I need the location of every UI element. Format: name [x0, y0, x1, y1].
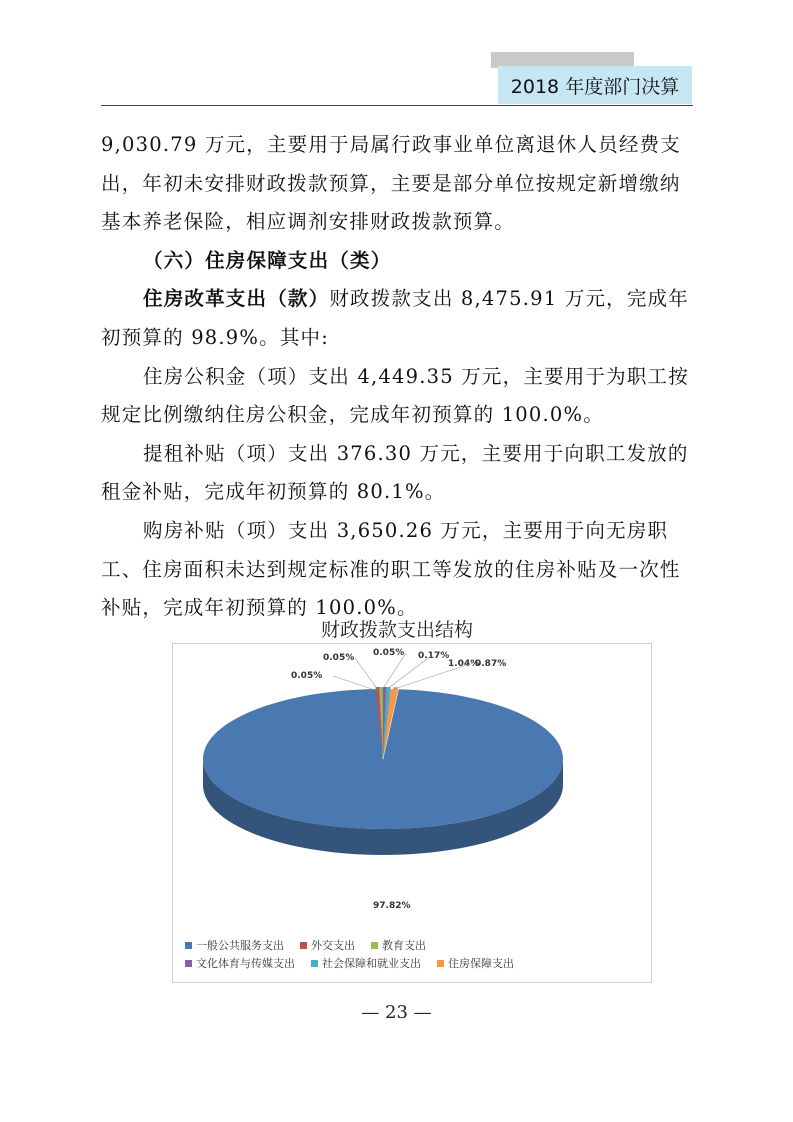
legend-item — [185, 937, 284, 953]
pie-data-label: 0.87% — [475, 659, 507, 669]
legend-row — [185, 936, 645, 954]
header-divider — [101, 105, 693, 106]
legend-item — [185, 955, 295, 971]
legend-item — [437, 955, 514, 971]
pie-leader-line — [391, 663, 473, 690]
legend-label: 外交支出 — [311, 939, 355, 952]
pie-data-label: 0.05% — [373, 648, 405, 658]
document-body — [101, 126, 693, 628]
legend-item — [371, 937, 426, 953]
legend-swatch — [185, 942, 192, 949]
legend-item — [300, 937, 355, 953]
pie-leader-line — [355, 658, 378, 690]
housing-reform-label: 住房改革支出（款） — [143, 287, 330, 311]
pie-data-label: 97.82% — [373, 901, 411, 911]
legend-label: 文化体育与传媒支出 — [196, 957, 295, 970]
pie-data-label: 0.05% — [323, 653, 355, 663]
pie-data-label: 1.04% — [448, 659, 480, 669]
legend-swatch — [311, 960, 318, 967]
legend-swatch — [300, 942, 307, 949]
header-title-box — [498, 66, 692, 104]
pie-data-label: 0.05% — [291, 671, 323, 681]
legend-swatch — [371, 942, 378, 949]
pie-data-label: 0.17% — [418, 651, 450, 661]
paragraph-retirement-expense: 9,030.79 万元，主要用于局属行政事业单位离退休人员经费支出，年初未安排财政拨款预算，主要是部分单位按规定新增缴纳基本养老保险，相应调剂安排财政拨款预算。 — [101, 133, 681, 234]
pie-leader-line — [333, 676, 375, 690]
legend-label: 一般公共服务支出 — [196, 939, 284, 952]
pie-chart — [173, 644, 651, 934]
header-title: 2018 年度部门决算 — [510, 75, 680, 98]
legend-label: 教育支出 — [382, 939, 426, 952]
chart-title: 财政拨款支出结构 — [320, 619, 473, 641]
paragraph-purchase-subsidy: 购房补贴（项）支出 3,650.26 万元，主要用于向无房职工、住房面积未达到规定标准的职工等发放的住房补贴及一次性补贴，完成年初预算的 100.0%。 — [101, 518, 681, 620]
legend-label: 住房保障支出 — [448, 957, 514, 970]
legend-swatch — [437, 960, 444, 967]
chart-legend — [185, 936, 645, 972]
page-number: — 23 — — [361, 1002, 432, 1023]
housing-reform-text: 财政拨款支出 8,475.91 万元，完成年初预算的 98.9%。其中: — [101, 287, 689, 349]
legend-label: 社会保障和就业支出 — [322, 957, 421, 970]
legend-item — [311, 955, 421, 971]
legend-row — [185, 954, 645, 972]
section-heading-housing: （六）住房保障支出（类） — [143, 248, 392, 272]
paragraph-housing-fund: 住房公积金（项）支出 4,449.35 万元，主要用于为职工按规定比例缴纳住房公积金，完成年初预算的 100.0%。 — [101, 364, 689, 427]
pie-chart-frame — [172, 643, 652, 983]
paragraph-housing-reform — [101, 280, 693, 357]
legend-swatch — [185, 960, 192, 967]
pie-leader-line — [382, 653, 406, 690]
paragraph-rent-subsidy: 提租补贴（项）支出 376.30 万元，主要用于向职工发放的租金补贴，完成年初预算的 80.1%。 — [101, 441, 689, 504]
